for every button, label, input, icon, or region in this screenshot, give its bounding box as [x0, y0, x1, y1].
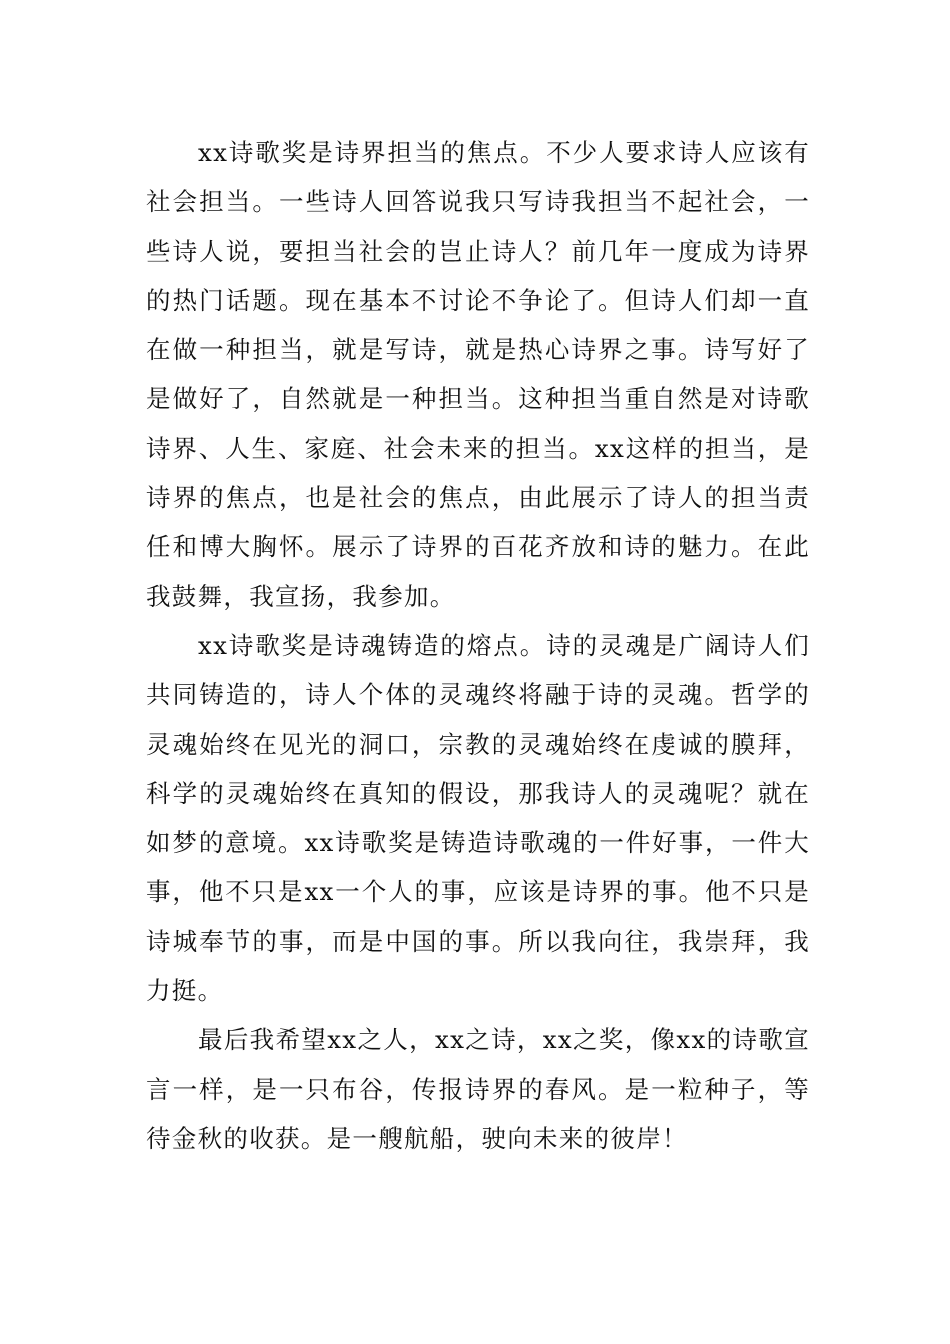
- paragraph-3: 最后我希望xx之人，xx之诗，xx之奖，像xx的诗歌宣言一样，是一只布谷，传报诗界的春风。是一粒种子，等待金秋的收获。是一艘航船，驶向未来的彼岸！: [146, 1025, 810, 1153]
- document-body: [146, 128, 810, 1163]
- paragraph-1: xx诗歌奖是诗界担当的焦点。不少人要求诗人应该有社会担当。一些诗人回答说我只写诗我担当不起社会，一些诗人说，要担当社会的岂止诗人？前几年一度成为诗界的热门话题。现在基本不讨论不争论了。但诗人们却一直在做一种担当，就是写诗，就是热心诗界之事。诗写好了是做好了，自然就是一种担当。这种担当重自然是对诗歌诗界、人生、家庭、社会未来的担当。xx这样的担当，是诗界的焦点，也是社会的焦点，由此展示了诗人的担当责任和博大胸怀。展示了诗界的百花齐放和诗的魅力。在此我鼓舞，我宣扬，我参加。: [146, 138, 810, 611]
- paragraph-2: xx诗歌奖是诗魂铸造的熔点。诗的灵魂是广阔诗人们共同铸造的，诗人个体的灵魂终将融于诗的灵魂。哲学的灵魂始终在见光的洞口，宗教的灵魂始终在虔诚的膜拜，科学的灵魂始终在真知的假设，那我诗人的灵魂呢？就在如梦的意境。xx诗歌奖是铸造诗歌魂的一件好事，一件大事，他不只是xx一个人的事，应该是诗界的事。他不只是诗城奉节的事，而是中国的事。所以我向往，我崇拜，我力挺。: [146, 630, 810, 1006]
